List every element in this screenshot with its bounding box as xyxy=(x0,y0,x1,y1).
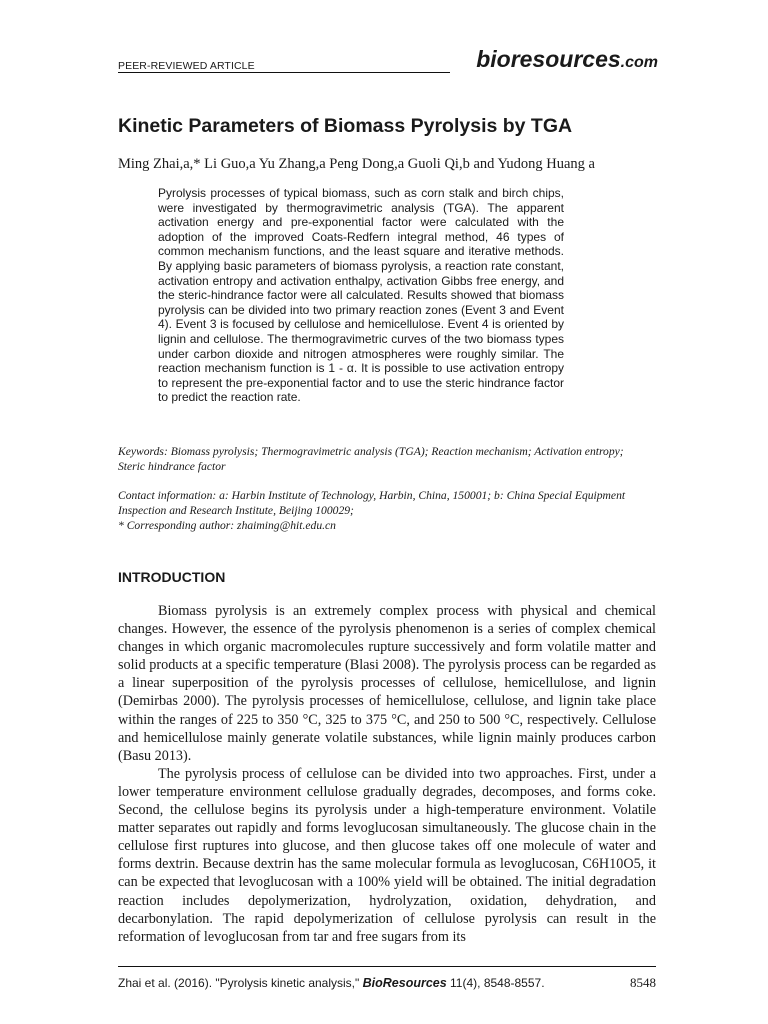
journal-logo[interactable]: bioresources.com xyxy=(476,46,658,72)
citation: Zhai et al. (2016). "Pyrolysis kinetic analysis," BioResources 11(4), 8548-8557. xyxy=(118,976,545,990)
journal-header xyxy=(118,48,658,76)
author-list: Ming Zhai,a,* Li Guo,a Yu Zhang,a Peng Dong,a Guoli Qi,b and Yudong Huang a xyxy=(118,156,595,172)
journal-name: BioResources xyxy=(362,976,447,990)
article-title: Kinetic Parameters of Biomass Pyrolysis by TGA xyxy=(118,115,573,137)
article-type-label: PEER-REVIEWED ARTICLE xyxy=(118,60,255,72)
footer-rule xyxy=(118,966,656,967)
header-rule xyxy=(118,72,450,73)
page-number: 8548 xyxy=(630,975,656,990)
section-heading: INTRODUCTION xyxy=(118,569,226,585)
corresponding-author: * Corresponding author: zhaiming@hit.edu.cn xyxy=(118,519,336,532)
keywords: Keywords: Biomass pyrolysis; Thermogravimetric analysis (TGA); Reaction mechanism; Activation entropy; Steric hindrance factor xyxy=(118,445,624,473)
paragraph-2: The pyrolysis process of cellulose can be divided into two approaches. First, under a lower temperature environment cellulose gradually degrades, decomposes, and forms coke. Second, the cellulose begins its pyrolysis under a high-temperature environment. Volatile matter separates out rapidly and forms levoglucosan simultaneously. The glucose chain in the cellulose first ruptures into glucose, and then glucose takes off one molecule of water and forms dextrin. Because dextrin has the same molecular formula as levoglucosan, C6H10O5, it can be expected that levoglucosan with a 100% yield will be obtained. The initial degradation reaction includes depolymerization, hydrolyzation, oxidation, dehydration, and decarbonylation. The rapid depolymerization of cellulose pyrolysis can result in the reformation of levoglucosan from tar and free sugars from its xyxy=(118,765,656,945)
contact-information xyxy=(118,488,648,533)
body-text xyxy=(118,602,656,946)
paragraph-1: Biomass pyrolysis is an extremely complex process with physical and chemical changes. However, the essence of the pyrolysis phenomenon is a series of complex chemical changes in which organic macromolecules rupture successively and form volatile matter and solid products at a specific temperature (Blasi 2008). The pyrolysis process can be regarded as a linear superposition of the pyrolysis processes of cellulose, hemicellulose, and lignin (Demirbas 2000). The pyrolysis processes of hemicellulose, cellulose, and lignin take place within the ranges of 225 to 350 °C, 325 to 375 °C, and 250 to 500 °C, respectively. Cellulose and hemicellulose mainly generate volatile substances, while lignin mainly produces carbon (Basu 2013). xyxy=(118,603,656,764)
affiliations: Contact information: a: Harbin Institute of Technology, Harbin, China, 150001; b: China Special Equipment Inspection and Research Institute, Beijing 100029; xyxy=(118,489,626,517)
abstract: Pyrolysis processes of typical biomass, such as corn stalk and birch chips, were investigated by thermogravimetric analysis (TGA). The apparent activation energy and pre-exponential factor were calculated with the adoption of the improved Coats-Redfern integral method, 46 types of common mechanism functions, and the least square and iterative methods. By applying basic parameters of biomass pyrolysis, a reaction rate constant, activation entropy and activation enthalpy, activation Gibbs free energy, and the steric-hindrance factor were all calculated. Results showed that biomass pyrolysis can be divided into two primary reaction zones (Event 3 and Event 4). Event 3 is focused by cellulose and hemicellulose. Event 4 is oriented by lignin and cellulose. The thermogravimetric curves of the two biomass types under carbon dioxide and nitrogen atmospheres were roughly similar. The reaction mechanism function is 1 - α. It is possible to use activation entropy to represent the pre-exponential factor and to use the steric hindrance factor to predict the reaction rate. xyxy=(158,186,564,405)
